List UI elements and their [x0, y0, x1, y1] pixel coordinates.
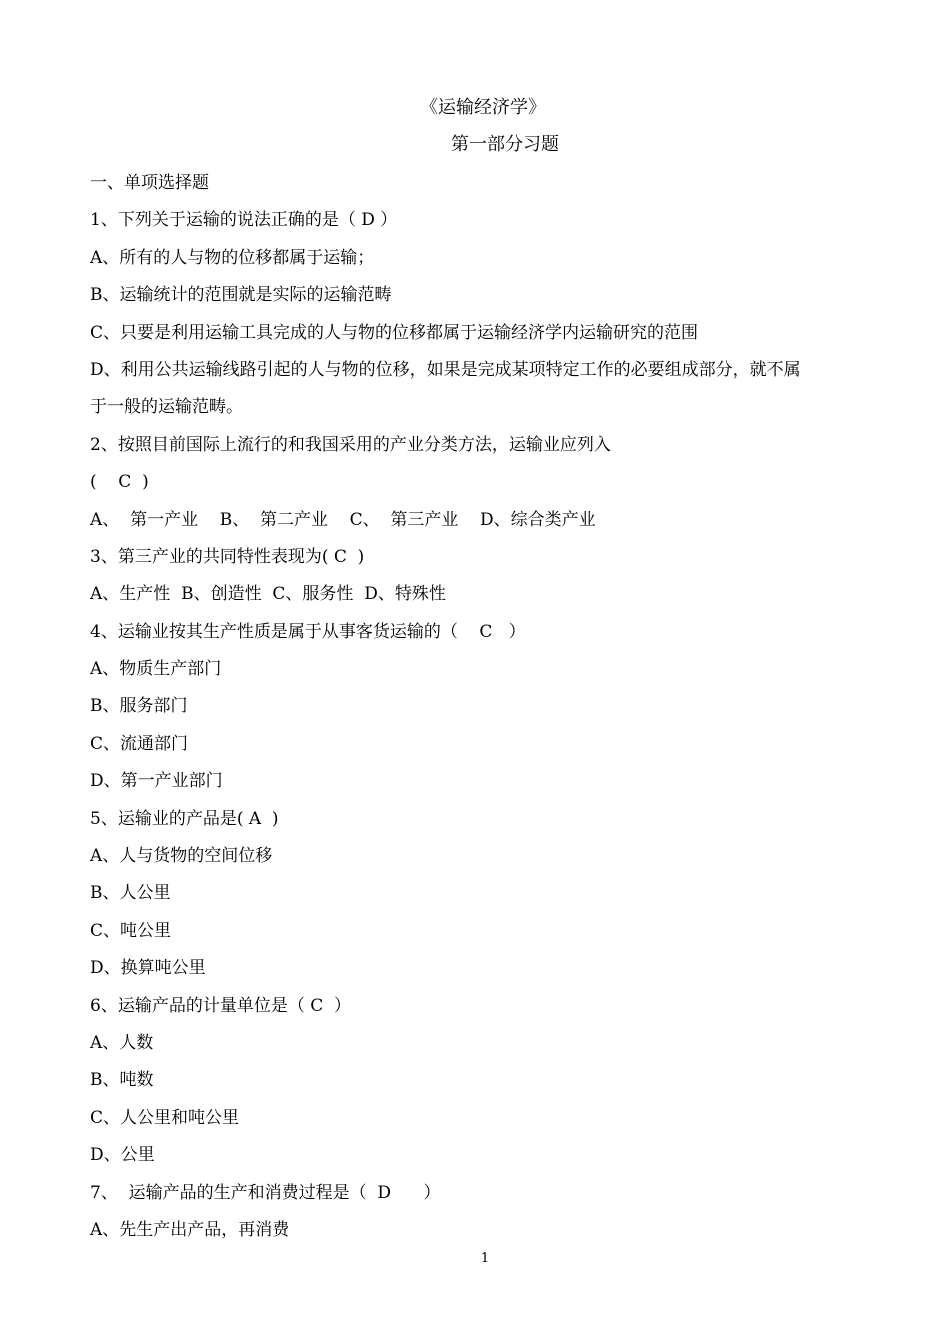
page-number: 1	[480, 1251, 490, 1266]
text-line: 1、下列关于运输的说法正确的是（ D ）	[90, 210, 398, 231]
text-line: A、人与货物的空间位移	[90, 846, 273, 867]
text-line: A、物质生产部门	[90, 659, 222, 680]
text-line: B、服务部门	[90, 696, 188, 717]
text-line: D、换算吨公里	[90, 958, 206, 979]
document-body	[90, 171, 890, 1255]
text-line: A、先生产出产品，再消费	[90, 1219, 290, 1240]
text-line: C、吨公里	[90, 920, 172, 941]
text-line: 7、 运输产品的生产和消费过程是（ D ）	[90, 1182, 441, 1203]
text-line: D、第一产业部门	[90, 771, 223, 792]
text-line: 3、第三产业的共同特性表现为( C )	[90, 546, 365, 567]
text-line: C、流通部门	[90, 733, 189, 754]
document-title: 《运输经济学》	[420, 97, 546, 118]
text-line: D、利用公共运输线路引起的人与物的位移，如果是完成某项特定工作的必要组成部分，就不属	[90, 359, 801, 380]
text-line: 4、运输业按其生产性质是属于从事客货运输的（ C ）	[90, 621, 526, 642]
text-line: 于一般的运输范畴。	[90, 397, 243, 418]
text-line: C、只要是利用运输工具完成的人与物的位移都属于运输经济学内运输研究的范围	[90, 322, 699, 343]
text-line: B、吨数	[90, 1070, 154, 1091]
text-line: B、运输统计的范围就是实际的运输范畴	[90, 285, 392, 306]
text-line: A、所有的人与物的位移都属于运输；	[90, 247, 375, 268]
text-line: 6、运输产品的计量单位是（ C ）	[90, 995, 352, 1016]
text-line: A、 第一产业 B、 第二产业 C、 第三产业 D、综合类产业	[90, 509, 596, 530]
text-line: A、人数	[90, 1032, 154, 1053]
text-line: C、人公里和吨公里	[90, 1107, 240, 1128]
text-line: B、人公里	[90, 883, 171, 904]
text-line: 2、按照目前国际上流行的和我国采用的产业分类方法，运输业应列入	[90, 434, 611, 455]
text-line: 一、单项选择题	[90, 173, 209, 193]
text-line: ( C )	[90, 472, 149, 493]
document-subtitle: 第一部分习题	[451, 134, 559, 155]
text-line: D、公里	[90, 1145, 155, 1166]
text-line: 5、运输业的产品是( A )	[90, 808, 279, 829]
text-line: A、生产性 B、创造性 C、服务性 D、特殊性	[90, 584, 446, 605]
